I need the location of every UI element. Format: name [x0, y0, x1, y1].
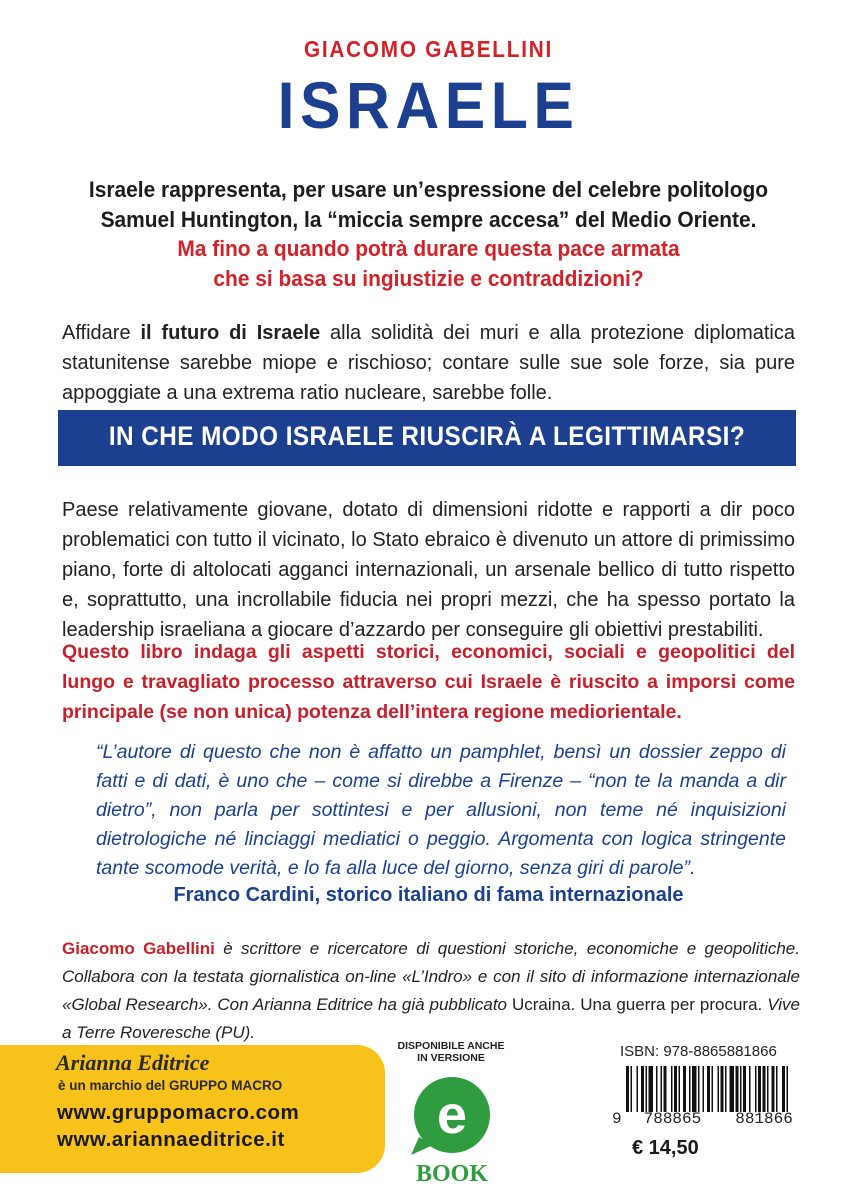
- bio-author-name: Giacomo Gabellini: [62, 939, 215, 958]
- barcode-bar: [763, 1066, 766, 1112]
- barcode-digits-group-1: 788865: [643, 1110, 702, 1128]
- barcode-bar: [787, 1066, 789, 1112]
- barcode-bar: [782, 1066, 785, 1112]
- barcode-bar: [671, 1066, 673, 1112]
- barcode-bar: [656, 1066, 658, 1112]
- review-quote: “L’autore di questo che non è affatto un pamphlet, bensì un dossier zeppo di fatti e di dati, è uno che – come si direbbe a Firenze – “non te la manda a dir dietro”, non parla per sottintesi e per allusioni, non teme né inquisizioni dietrologiche né linciaggi mediatici o peggio. Argomenta con logica stringente tante scomode verità, e lo fa alla luce del giorno, senza giri di parole”.: [96, 741, 786, 879]
- barcode-bar: [743, 1066, 746, 1112]
- intro-bold-phrase: il futuro di Israele: [140, 322, 321, 344]
- bio-book-title: Ucraina. Una guerra per procura.: [511, 995, 763, 1014]
- barcode-bar: [718, 1066, 720, 1112]
- ebook-label-line-2: IN VERSIONE: [417, 1052, 485, 1064]
- publisher-url-gruppomacro[interactable]: www.gruppomacro.com: [57, 1101, 300, 1124]
- barcode-bar: [703, 1066, 705, 1112]
- lead-line-3: Ma fino a quando potrà durare questa pace armata: [177, 236, 680, 261]
- author-name: GIACOMO GABELLINI: [303, 36, 554, 62]
- barcode-bar: [631, 1066, 633, 1112]
- section-banner-text: IN CHE MODO ISRAELE RIUSCIRÀ A LEGITTIMARSI?: [108, 421, 746, 451]
- lead-line-1: Israele rappresenta, per usare un’espressione del celebre politologo: [88, 177, 769, 202]
- barcode-bar: [637, 1066, 639, 1112]
- barcode-bar: [730, 1066, 735, 1112]
- barcode-bar: [683, 1066, 686, 1112]
- barcode-bar: [626, 1066, 629, 1112]
- quote-attribution-role: , storico italiano di fama internazionale: [314, 884, 684, 906]
- publisher-subtitle: è un marchio del GRUPPO MACRO: [58, 1078, 283, 1093]
- barcode-bar: [736, 1066, 739, 1112]
- barcode-bar: [661, 1066, 663, 1112]
- barcode: [626, 1066, 848, 1112]
- barcode-bar: [755, 1066, 757, 1112]
- barcode-digits: [612, 1110, 852, 1128]
- barcode-bars: [626, 1066, 788, 1112]
- bio-text-2: Vive a Terre Roveresche (PU).: [62, 995, 800, 1042]
- author-bio: [62, 935, 800, 1047]
- barcode-bar: [674, 1066, 677, 1112]
- barcode-bar: [689, 1066, 691, 1112]
- barcode-bar: [767, 1066, 769, 1112]
- barcode-bar: [725, 1066, 727, 1112]
- barcode-bar: [749, 1066, 751, 1112]
- ebook-label-line-1: DISPONIBILE ANCHE: [397, 1040, 505, 1052]
- description-paragraph: Paese relativamente giovane, dotato di dimensioni ridotte e rapporti a dir poco problematici con tutto il vicinato, lo Stato ebraico è divenuto un attore di primissimo piano, forte di altolocati agganci internazionali, un arsenale bellico di tutto rispetto e, soprattutto, una incrollabile fiducia nei propri mezzi, che ha spesso portato la leadership israeliana a giocare d’azzardo per conseguire gli obiettivi prestabiliti.: [62, 499, 795, 641]
- barcode-bar: [646, 1066, 648, 1112]
- bio-text-1: è scrittore e ricercatore di questioni storiche, economiche e geopolitiche. Collabora con la testata giornalistica on-line «L’Indro» e con il sito di informazione internazionale «Global Research». Con Arianna Editrice ha già pubblicato: [62, 939, 800, 1014]
- isbn-label: ISBN: 978-8865881866: [620, 1043, 777, 1060]
- lead-statement: [30, 175, 827, 235]
- barcode-bar: [776, 1066, 778, 1112]
- lead-line-4: che si basa su ingiustizie e contraddizioni?: [213, 266, 644, 291]
- barcode-bar: [664, 1066, 667, 1112]
- ebook-icon-letter: e: [436, 1085, 468, 1145]
- lead-line-2: Samuel Huntington, la “miccia sempre accesa” del Medio Oriente.: [100, 207, 757, 232]
- barcode-bar: [698, 1066, 700, 1112]
- ebook-availability-label: [395, 1040, 507, 1064]
- publisher-url-arianna[interactable]: www.ariannaeditrice.it: [57, 1128, 285, 1151]
- barcode-bar: [758, 1066, 761, 1112]
- quote-attribution-name: Franco Cardini: [173, 884, 315, 906]
- intro-text-end: alla solidità dei muri e alla protezione diplomatica statunitense sarebbe miope e rischioso; contare sulle sue sole forze, sia pure appoggiate a una extrema ratio nucleare, sarebbe folle.: [62, 322, 795, 404]
- ebook-icon: [407, 1075, 497, 1187]
- barcode-bar: [721, 1066, 724, 1112]
- lead-question: [30, 234, 827, 294]
- barcode-digit-first: 9: [612, 1110, 622, 1128]
- barcode-bar: [679, 1066, 681, 1112]
- ebook-icon-word: BOOK: [415, 1161, 489, 1187]
- barcode-bar: [740, 1066, 742, 1112]
- barcode-bar: [707, 1066, 710, 1112]
- quote-attribution: [0, 884, 857, 907]
- barcode-digits-group-2: 881866: [735, 1110, 793, 1128]
- book-title: ISRAELE: [277, 68, 580, 142]
- barcode-bar: [641, 1066, 644, 1112]
- barcode-bar: [712, 1066, 714, 1112]
- barcode-bar: [772, 1066, 775, 1112]
- publisher-logo: Arianna Editrice: [56, 1050, 210, 1075]
- intro-paragraph: [62, 318, 795, 408]
- barcode-bar: [692, 1066, 697, 1112]
- book-summary-paragraph: Questo libro indaga gli aspetti storici, economici, sociali e geopolitici del lungo e travagliato processo attraverso cui Israele è riuscito a imporsi come principale (se non unica) potenza dell’intera regione mediorientale.: [62, 641, 795, 723]
- intro-text-start: Affidare: [62, 322, 141, 344]
- barcode-bar: [649, 1066, 654, 1112]
- price: € 14,50: [632, 1137, 699, 1159]
